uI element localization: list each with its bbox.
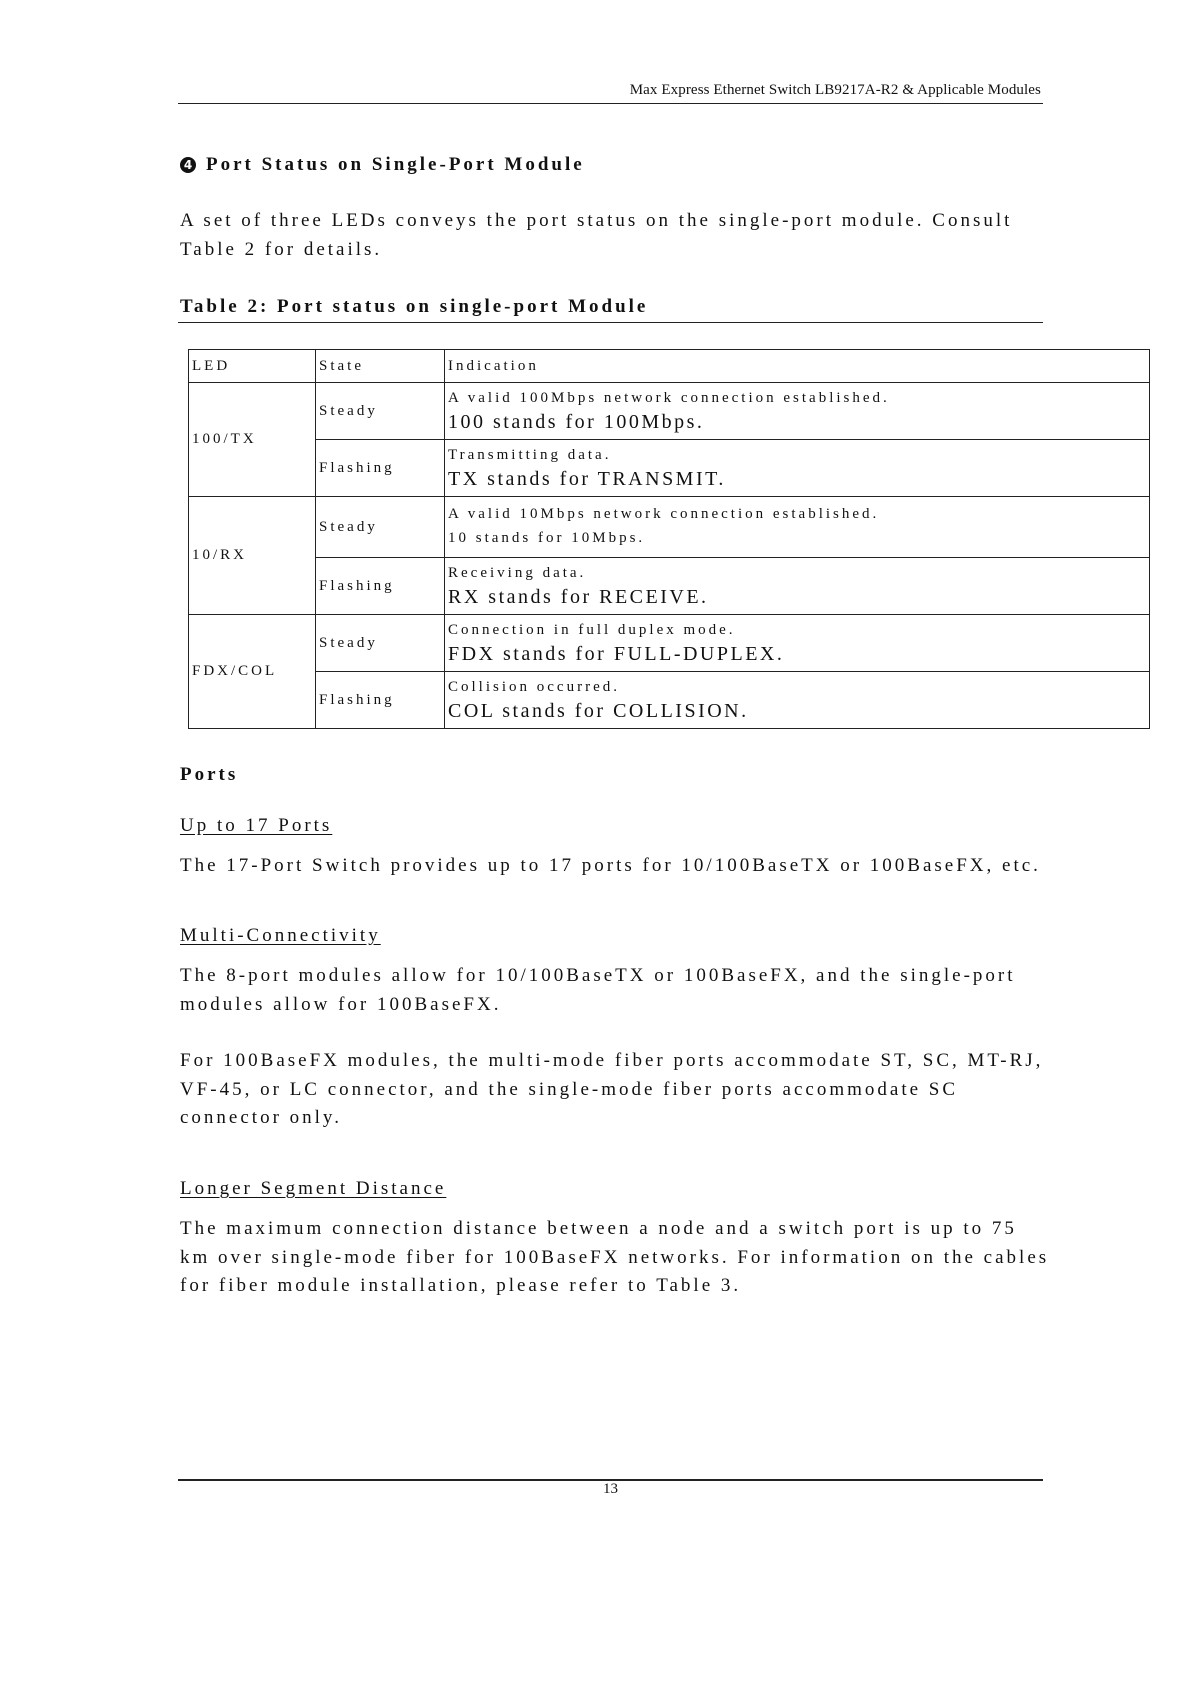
multi-connectivity-paragraph-1: The 8-port modules allow for 10/100BaseTX or 100BaseFX, and the single-port modules allow for 100BaseFX. bbox=[180, 965, 1016, 1015]
indication-cell bbox=[445, 672, 1150, 729]
led-cell: FDX/COL bbox=[189, 615, 316, 729]
subheading-multi-connectivity: Multi-Connectivity bbox=[180, 925, 381, 946]
led-cell: 100/TX bbox=[189, 383, 316, 497]
table-row bbox=[189, 497, 1150, 558]
subheading-longer-segment-distance: Longer Segment Distance bbox=[180, 1178, 447, 1199]
indication-line: Receiving data. bbox=[448, 565, 587, 581]
indication-line: 100 stands for 100Mbps. bbox=[448, 411, 705, 433]
table-caption: Table 2: Port status on single-port Module bbox=[180, 296, 649, 317]
indication-line: RX stands for RECEIVE. bbox=[448, 586, 709, 608]
header-indication: Indication bbox=[445, 350, 1150, 383]
indication-line: A valid 100Mbps network connection established. bbox=[448, 390, 890, 406]
indication-line: Transmitting data. bbox=[448, 447, 612, 463]
led-cell: 10/RX bbox=[189, 497, 316, 615]
header-rule bbox=[178, 103, 1043, 104]
indication-line: FDX stands for FULL-DUPLEX. bbox=[448, 643, 785, 665]
page-number: 13 bbox=[603, 1481, 618, 1497]
indication-line: 10 stands for 10Mbps. bbox=[448, 530, 646, 546]
indication-line: Collision occurred. bbox=[448, 679, 620, 695]
section-title bbox=[180, 154, 585, 176]
state-cell: Flashing bbox=[316, 672, 445, 729]
longer-segment-paragraph: The maximum connection distance between a node and a switch port is up to 75 km over single-mode fiber for 100BaseFX networks. For information on the cables for fiber module installation, please refer to Table 3. bbox=[180, 1218, 1050, 1296]
table-row bbox=[189, 558, 1150, 615]
header-led: LED bbox=[189, 350, 316, 383]
up-to-17-ports-paragraph: The 17-Port Switch provides up to 17 ports for 10/100BaseTX or 100BaseFX, etc. bbox=[180, 855, 1041, 876]
indication-line: Connection in full duplex mode. bbox=[448, 622, 736, 638]
state-cell: Steady bbox=[316, 497, 445, 558]
table-header-row bbox=[189, 350, 1150, 383]
state-cell: Flashing bbox=[316, 440, 445, 497]
indication-line: A valid 10Mbps network connection established. bbox=[448, 506, 880, 522]
indication-cell bbox=[445, 558, 1150, 615]
state-cell: Flashing bbox=[316, 558, 445, 615]
indication-cell bbox=[445, 497, 1150, 558]
table-row bbox=[189, 440, 1150, 497]
ports-heading: Ports bbox=[180, 764, 239, 785]
multi-connectivity-paragraph-2: For 100BaseFX modules, the multi-mode fiber ports accommodate ST, SC, MT-RJ, VF-45, or LC connector, and the single-mode fiber ports accommodate SC connector only. bbox=[180, 1050, 1044, 1128]
state-cell: Steady bbox=[316, 615, 445, 672]
subheading-up-to-17-ports: Up to 17 Ports bbox=[180, 815, 333, 836]
indication-line: COL stands for COLLISION. bbox=[448, 700, 749, 722]
section-title-text: Port Status on Single-Port Module bbox=[206, 154, 585, 175]
table-row bbox=[189, 383, 1150, 440]
numbered-bullet-icon: 4 bbox=[180, 157, 196, 173]
header-state: State bbox=[316, 350, 445, 383]
intro-paragraph: A set of three LEDs conveys the port status on the single-port module. Consult Table 2 for details. bbox=[180, 210, 1013, 260]
table-row bbox=[189, 615, 1150, 672]
indication-line: TX stands for TRANSMIT. bbox=[448, 468, 726, 490]
running-header: Max Express Ethernet Switch LB9217A-R2 & Applicable Modules bbox=[629, 82, 1041, 98]
indication-cell bbox=[445, 615, 1150, 672]
port-status-table bbox=[188, 349, 1150, 729]
indication-cell bbox=[445, 440, 1150, 497]
caption-rule bbox=[178, 322, 1043, 323]
indication-cell bbox=[445, 383, 1150, 440]
table-row bbox=[189, 672, 1150, 729]
state-cell: Steady bbox=[316, 383, 445, 440]
